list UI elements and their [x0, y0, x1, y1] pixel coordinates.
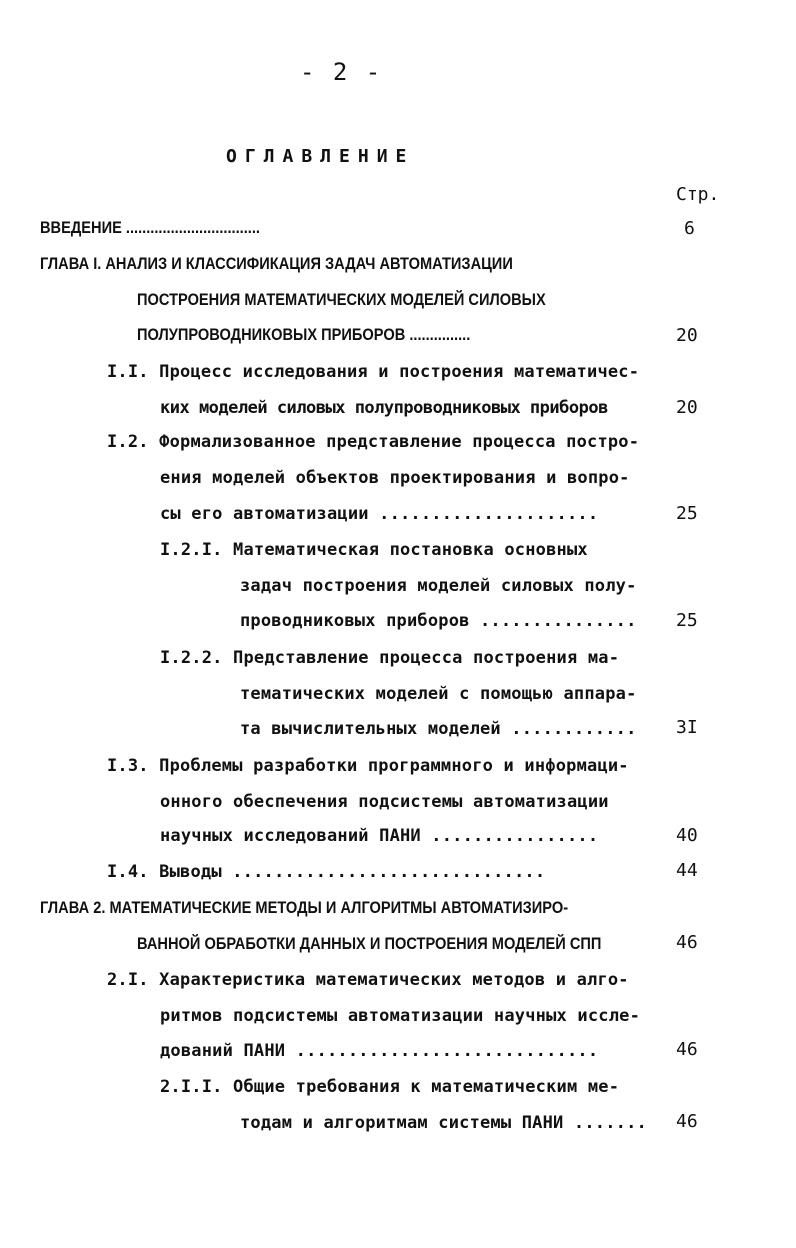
toc-page-number: 40	[676, 825, 698, 846]
toc-line: ПОСТРОЕНИЯ МАТЕМАТИЧЕСКИХ МОДЕЛЕЙ СИЛОВЫХ	[137, 290, 546, 309]
toc-page-number: 3I	[676, 717, 698, 738]
toc-page-number: 6	[684, 218, 695, 239]
toc-page-number: 20	[676, 397, 698, 418]
toc-page-number: 46	[676, 1039, 698, 1060]
toc-line: та вычислительных моделей ............	[240, 719, 637, 739]
toc-line: ения моделей объектов проектирования и вопро-	[160, 468, 630, 488]
toc-page-number: 44	[676, 860, 698, 881]
toc-line: I.2.I. Математическая постановка основных	[160, 540, 588, 560]
toc-line: ГЛАВА 2. МАТЕМАТИЧЕСКИЕ МЕТОДЫ И АЛГОРИТМЫ АВТОМАТИЗИРО-	[40, 898, 569, 917]
toc-line: I.3. Проблемы разработки программного и информаци-	[107, 756, 629, 776]
toc-line: 2.I.I. Общие требования к математическим ме-	[160, 1077, 620, 1097]
page-number: - 2 -	[300, 58, 383, 86]
toc-line: ВАННОЙ ОБРАБОТКИ ДАННЫХ И ПОСТРОЕНИЯ МОДЕЛЕЙ СПП	[137, 934, 602, 953]
toc-line: 2.I. Характеристика математических методов и алго-	[107, 970, 629, 990]
toc-page-number: 46	[676, 1111, 698, 1132]
toc-line: научных исследований ПАНИ ................	[160, 826, 599, 846]
toc-line: проводниковых приборов ...............	[240, 611, 637, 631]
toc-line: ритмов подсистемы автоматизации научных иссле-	[160, 1006, 641, 1026]
toc-line: I.2. Формализованное представление процесса постро-	[107, 432, 640, 452]
toc-line: онного обеспечения подсистемы автоматизации	[160, 792, 609, 812]
toc-line: ВВЕДЕНИЕ .................................	[40, 218, 260, 237]
toc-line: сы его автоматизации .....................	[160, 504, 599, 524]
toc-line: задач построения моделей силовых полу-	[240, 576, 637, 596]
page-title: ОГЛАВЛЕНИЕ	[226, 146, 415, 167]
toc-line: I.2.2. Представление процесса построения ма-	[160, 648, 620, 668]
toc-line: тодам и алгоритмам системы ПАНИ .......	[240, 1113, 647, 1133]
toc-page-number: 25	[676, 610, 698, 631]
toc-line: дований ПАНИ .............................	[160, 1041, 599, 1061]
toc-page-number: 46	[676, 932, 698, 953]
toc-line: I.I. Процесс исследования и построения математичес-	[107, 362, 640, 382]
toc-page-number: 25	[676, 503, 698, 524]
toc-line: тематических моделей с помощью аппара-	[240, 684, 637, 704]
toc-line: ГЛАВА I. АНАЛИЗ И КЛАССИФИКАЦИЯ ЗАДАЧ АВТОМАТИЗАЦИИ	[40, 254, 513, 273]
toc-line: ПОЛУПРОВОДНИКОВЫХ ПРИБОРОВ ...............	[137, 325, 471, 344]
toc-line: I.4. Выводы ..............................	[107, 862, 546, 882]
toc-page-number: 20	[676, 325, 698, 346]
toc-line: ких моделей силовых полупроводниковых приборов	[160, 398, 608, 418]
page-column-label: Стр.	[676, 184, 720, 205]
